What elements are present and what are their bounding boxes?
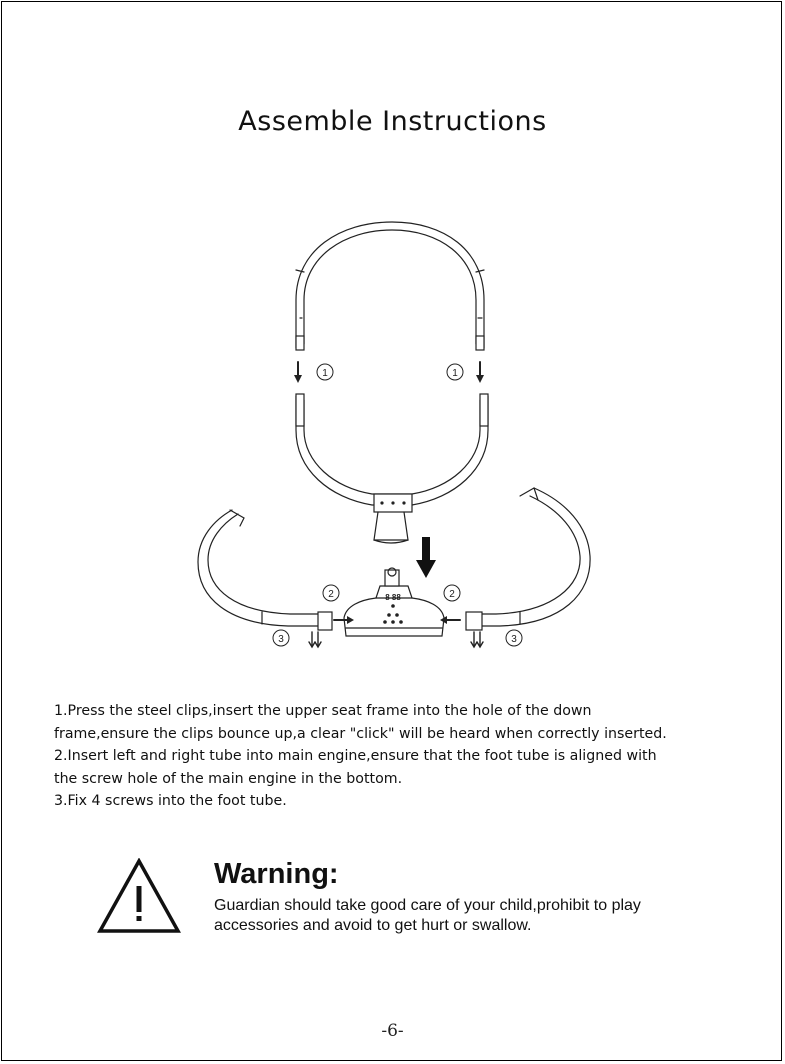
instruction-line: 2.Insert left and right tube into main engine,ensure that the foot tube is aligned with xyxy=(54,748,657,764)
warning-line: Guardian should take good care of your child,prohibit to play xyxy=(214,897,641,914)
warning-line: accessories and avoid to get hurt or swallow. xyxy=(214,917,532,934)
callout-label: 3 xyxy=(511,634,517,645)
right-foot-tube xyxy=(466,488,590,630)
instructions-text xyxy=(54,700,774,813)
warning-text xyxy=(214,896,641,936)
page-title: Assemble Instructions xyxy=(238,106,547,137)
instruction-line: 1.Press the steel clips,insert the upper seat frame into the hole of the down xyxy=(54,703,592,719)
callout-label: 1 xyxy=(452,368,458,379)
warning-heading: Warning: xyxy=(214,858,339,890)
callout-label: 2 xyxy=(328,589,334,600)
callout-label: 3 xyxy=(278,634,284,645)
upper-seat-frame xyxy=(296,222,484,350)
engine-display: 8 88 xyxy=(385,593,401,602)
main-engine xyxy=(344,568,444,636)
page-number: -6- xyxy=(381,1021,404,1041)
instruction-line: the screw hole of the main engine in the bottom. xyxy=(54,770,403,787)
callout-label: 2 xyxy=(449,589,455,600)
warning-triangle-icon xyxy=(97,858,181,934)
insert-down-arrow xyxy=(416,537,436,578)
left-foot-tube xyxy=(198,510,332,630)
instruction-line: frame,ensure the clips bounce up,a clear "click" will be heard when correctly inserted. xyxy=(54,725,667,742)
instruction-line: 3.Fix 4 screws into the foot tube. xyxy=(54,793,287,809)
callout-label: 1 xyxy=(322,368,328,379)
lower-seat-frame xyxy=(296,394,488,543)
